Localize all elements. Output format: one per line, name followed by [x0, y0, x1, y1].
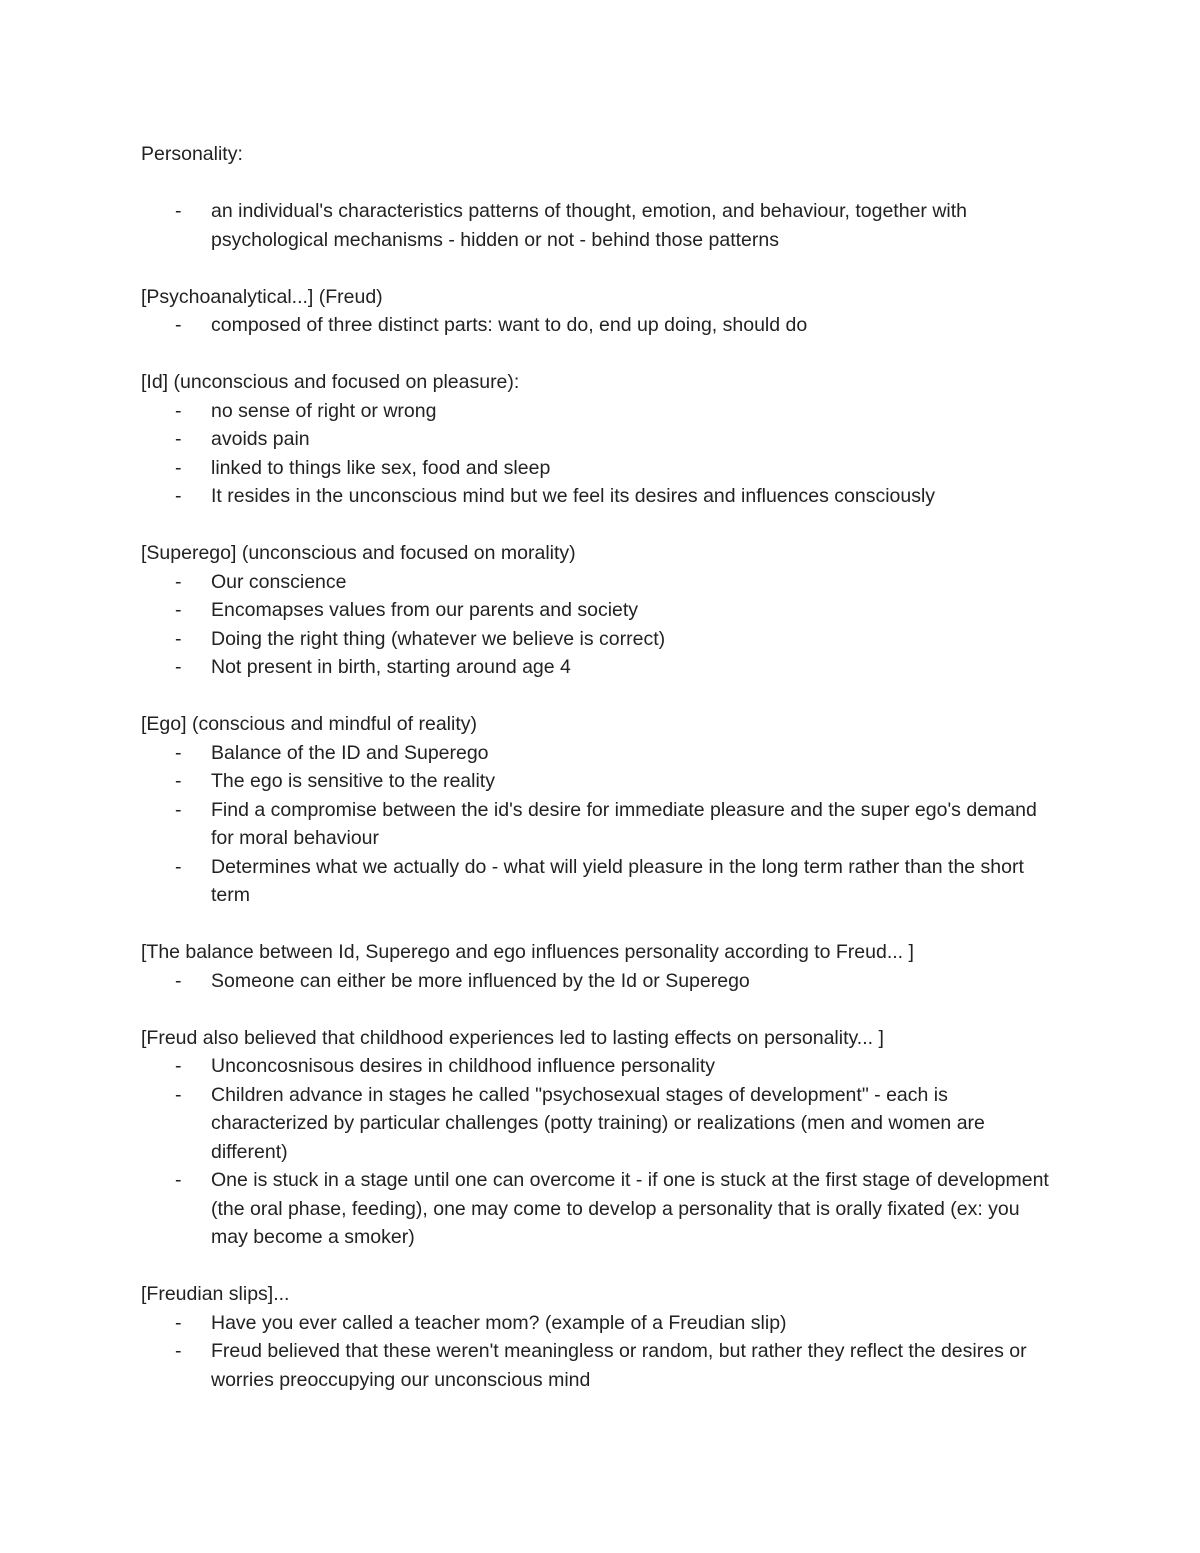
note-section: [141, 368, 1080, 511]
list-item: [141, 1166, 1080, 1252]
bullet-text: It resides in the unconscious mind but we feel its desires and influences consciously: [211, 485, 936, 507]
dash-bullet-icon: -: [175, 741, 182, 764]
dash-bullet-icon: -: [175, 428, 182, 450]
bullet-text: an individual's characteristics patterns of thought, emotion, and behaviour, together with psychological mechanisms - hidden or not - behind those patterns: [211, 200, 968, 251]
bullet-text: linked to things like sex, food and sleep: [211, 456, 551, 479]
note-section: [141, 140, 1080, 254]
dash-bullet-icon: -: [175, 1169, 182, 1191]
section-heading: [Ego] (conscious and mindful of reality): [141, 713, 477, 735]
bullet-list: [141, 1052, 1080, 1252]
note-section: [141, 1280, 1080, 1394]
bullet-list: [141, 967, 1080, 996]
bullet-text: Children advance in stages he called "psychosexual stages of development" - each is characterized by particular challenges (potty training) or realizations (men and women are different): [211, 1083, 985, 1163]
dash-bullet-icon: -: [175, 1083, 182, 1106]
dash-bullet-icon: -: [175, 855, 182, 878]
bullet-text: Determines what we actually do - what will yield pleasure in the long term rather than the short term: [211, 855, 1024, 906]
note-section: [141, 283, 1080, 340]
bullet-text: Unconcosnisous desires in childhood influence personality: [211, 1055, 716, 1077]
list-item: [141, 197, 1080, 254]
bullet-text: composed of three distinct parts: want to do, end up doing, should do: [211, 314, 808, 336]
note-section: [141, 539, 1080, 682]
list-item: [141, 311, 1080, 340]
list-item: [141, 596, 1080, 625]
bullet-text: Doing the right thing (whatever we believe is correct): [211, 627, 666, 650]
dash-bullet-icon: -: [175, 1340, 182, 1362]
dash-bullet-icon: -: [175, 485, 182, 507]
list-item: [141, 425, 1080, 454]
note-section: [141, 710, 1080, 910]
dash-bullet-icon: -: [175, 456, 182, 479]
list-item: [141, 625, 1080, 654]
bullet-list: [141, 739, 1080, 910]
bullet-text: Balance of the ID and Superego: [211, 741, 489, 764]
list-item: [141, 454, 1080, 483]
bullet-text: Our conscience: [211, 570, 347, 593]
list-item: [141, 853, 1080, 910]
bullet-text: One is stuck in a stage until one can overcome it - if one is stuck at the first stage of development (the oral phase, feeding), one may come to develop a personality that is orally fixated (ex: you may become a smoker): [211, 1169, 1049, 1248]
dash-bullet-icon: -: [175, 1311, 182, 1334]
dash-bullet-icon: -: [175, 969, 182, 992]
bullet-list: [141, 1309, 1080, 1395]
dash-bullet-icon: -: [175, 656, 182, 678]
list-item: [141, 568, 1080, 597]
bullet-text: Have you ever called a teacher mom? (example of a Freudian slip): [211, 1311, 787, 1334]
section-heading: [Superego] (unconscious and focused on morality): [141, 542, 576, 564]
note-section: [141, 938, 1080, 995]
section-heading: [Psychoanalytical...] (Freud): [141, 285, 383, 308]
bullet-text: Freud believed that these weren't meaningless or random, but rather they reflect the desires or worries preoccupying our unconscious mind: [211, 1340, 1027, 1391]
bullet-list: [141, 311, 1080, 340]
dash-bullet-icon: -: [175, 1055, 182, 1077]
section-heading: [Id] (unconscious and focused on pleasure):: [141, 371, 520, 393]
section-heading: [Freud also believed that childhood experiences led to lasting effects on personality... ]: [141, 1026, 884, 1049]
list-item: [141, 1052, 1080, 1081]
blank-line: [141, 169, 1080, 198]
bullet-list: [141, 197, 1080, 254]
section-heading: Personality:: [141, 143, 243, 165]
list-item: [141, 796, 1080, 853]
bullet-text: Not present in birth, starting around age 4: [211, 656, 571, 678]
bullet-text: no sense of right or wrong: [211, 399, 437, 422]
note-section: [141, 1024, 1080, 1252]
bullet-text: Someone can either be more influenced by the Id or Superego: [211, 969, 750, 992]
dash-bullet-icon: -: [175, 770, 182, 792]
bullet-text: Encomapses values from our parents and society: [211, 599, 639, 621]
list-item: [141, 739, 1080, 768]
list-item: [141, 397, 1080, 426]
list-item: [141, 1081, 1080, 1167]
list-item: [141, 482, 1080, 511]
dash-bullet-icon: -: [175, 627, 182, 650]
dash-bullet-icon: -: [175, 798, 182, 821]
list-item: [141, 653, 1080, 682]
dash-bullet-icon: -: [175, 200, 182, 222]
list-item: [141, 1337, 1080, 1394]
dash-bullet-icon: -: [175, 314, 182, 336]
bullet-text: Find a compromise between the id's desire for immediate pleasure and the super ego's demand for moral behaviour: [211, 798, 1037, 849]
bullet-list: [141, 568, 1080, 682]
bullet-list: [141, 397, 1080, 511]
dash-bullet-icon: -: [175, 570, 182, 593]
section-heading: [Freudian slips]...: [141, 1283, 290, 1305]
list-item: [141, 967, 1080, 996]
dash-bullet-icon: -: [175, 399, 182, 422]
section-heading: [The balance between Id, Superego and ego influences personality according to Freud... ]: [141, 941, 914, 963]
bullet-text: The ego is sensitive to the reality: [211, 770, 495, 792]
bullet-text: avoids pain: [211, 428, 310, 450]
list-item: [141, 767, 1080, 796]
list-item: [141, 1309, 1080, 1338]
dash-bullet-icon: -: [175, 599, 182, 621]
